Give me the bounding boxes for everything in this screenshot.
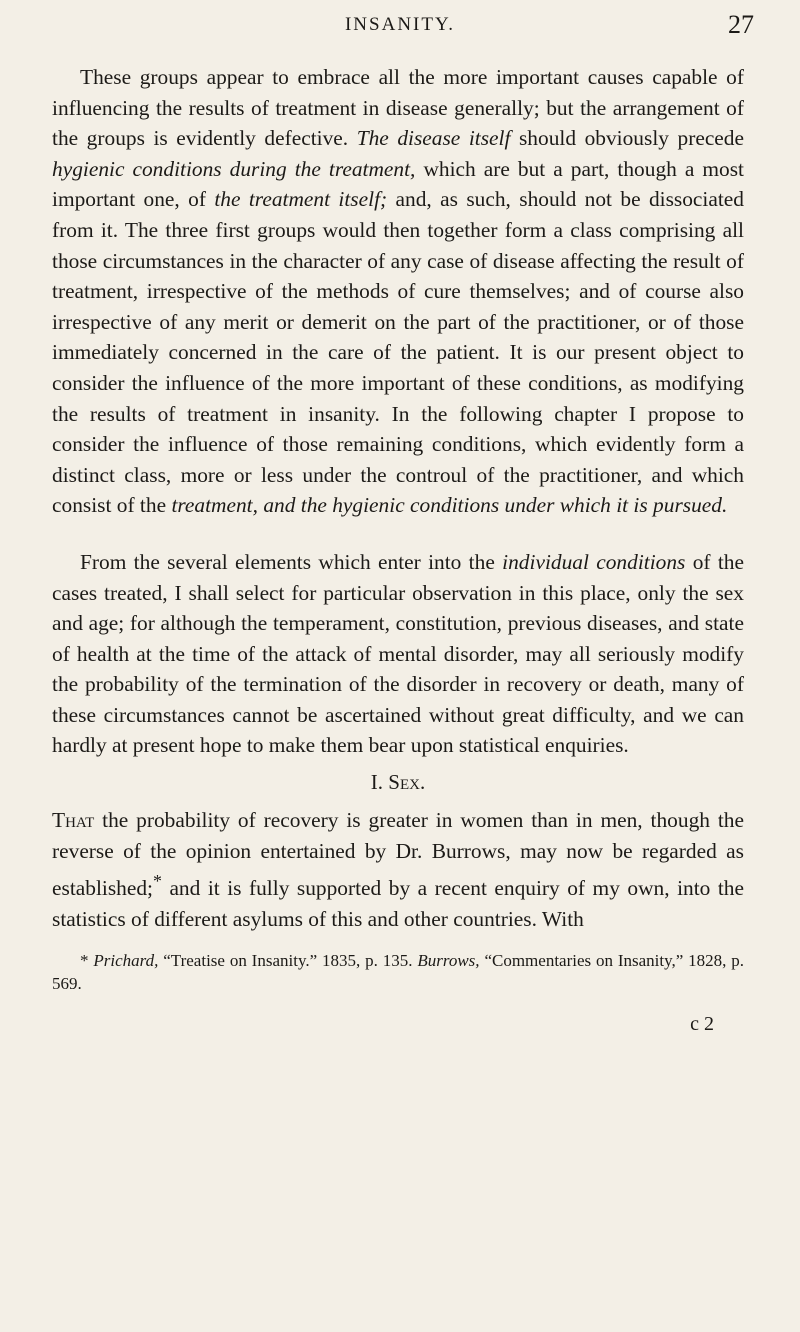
section-title: Sex.	[388, 770, 426, 795]
italic-phrase: hygienic conditions during the treatment,	[52, 156, 416, 181]
paragraph-text: From the several elements which enter into the	[80, 549, 495, 574]
footnote-author: Burrows,	[417, 950, 480, 970]
italic-phrase: treatment, and the hygienic conditions under which it is pursued.	[171, 493, 728, 518]
footnote-mark: *	[153, 871, 162, 892]
italic-phrase: the treatment itself;	[214, 187, 388, 212]
section-heading	[52, 769, 744, 795]
first-word: That	[52, 808, 95, 833]
footnote-mark: *	[80, 950, 89, 970]
paragraph-gap	[52, 521, 744, 547]
footnote	[52, 949, 744, 995]
italic-phrase: The disease itself	[356, 126, 511, 151]
paragraph-text: These groups appear to embrace all the more important causes capable of influencing the results of treatment in disease generally; but the arrangement of the groups is evidently defective.	[52, 65, 744, 151]
paragraph-1	[52, 62, 744, 521]
section-numeral: I.	[370, 770, 384, 795]
paragraph-text: which are but a part, though a most important one, of	[52, 156, 744, 212]
paragraph-text: the probability of recovery is greater in women than in men, though the reverse of the opinion entertained by Dr. Burrows, may now be regarded as established;	[52, 808, 744, 901]
footnote-citation: “Treatise on Insanity.” 1835, p. 135.	[163, 950, 413, 970]
running-head: INSANITY.	[344, 14, 455, 35]
paragraph-3	[52, 805, 744, 935]
page-number: 27	[728, 10, 754, 39]
page-header	[0, 4, 800, 44]
page-body	[52, 62, 744, 1036]
paragraph-2	[52, 547, 744, 761]
footnote-author: Prichard,	[93, 950, 159, 970]
italic-phrase: individual conditions	[502, 549, 686, 574]
paragraph-text: of the cases treated, I shall select for particular observation in this place, only the sex and age; for although the temperament, constitution, previous diseases, and state of health at the time of the attack of mental disorder, may all seriously modify the probability of the termination of the disorder in recovery or death, many of these circumstances cannot be ascertained without great difficulty, and we can hardly at present hope to make them bear upon statistical enquiries.	[52, 549, 744, 758]
paragraph-text: and, as such, should not be dissociated from it. The three first groups would then together form a class comprising all those circumstances in the character of any case of disease affecting the result of treatment, irrespective of the methods of cure themselves; and of course also irrespective of any merit or demerit on the part of the practitioner, or of those immediately concerned in the care of the patient. It is our present object to consider the influence of the more important of these conditions, as modifying the results of treatment in insanity. In the following chapter I propose to consider the influence of those remaining conditions, which evidently form a distinct class, more or less under the controul of the practitioner, and which consist of the	[52, 187, 744, 518]
footnote-citation: “Commentaries on Insanity,” 1828, p. 569.	[52, 950, 745, 993]
paragraph-text: should obviously precede	[518, 126, 744, 151]
paragraph-text: and it is fully supported by a recent enquiry of my own, into the statistics of different asylums of this and other countries. With	[52, 876, 744, 931]
signature-mark: c 2	[690, 1012, 714, 1035]
